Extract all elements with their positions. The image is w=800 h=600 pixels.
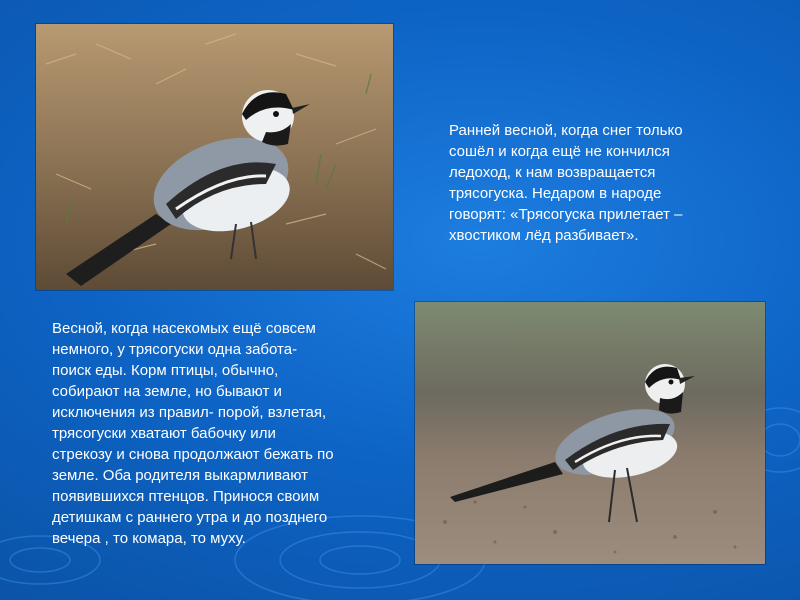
paragraph-bottom: Весной, когда насекомых ещё совсем немного, у трясогуски одна забота- поиск еды. Корм птицы, обычно, собирают на земле, но бывают и исключения из правил- порой, взлетая, трясогуски хватают бабочку или стрекозу и снова продолжают бежать по земле. Оба родителя выкармливают появившихся птенцов. Принося своим детишкам с раннего утра и до позднего вечера , то комара, то муху. [52, 320, 334, 547]
paragraph-top: Ранней весной, когда снег только сошёл и когда ещё не кончился ледоход, к нам возвращается трясогуска. Недаром в народе говорят: «Трясогуска прилетает – хвостиком лёд разбивает». [449, 122, 683, 244]
wagtail-photo-grass [36, 24, 393, 290]
wagtail-photo-sand [415, 302, 765, 564]
